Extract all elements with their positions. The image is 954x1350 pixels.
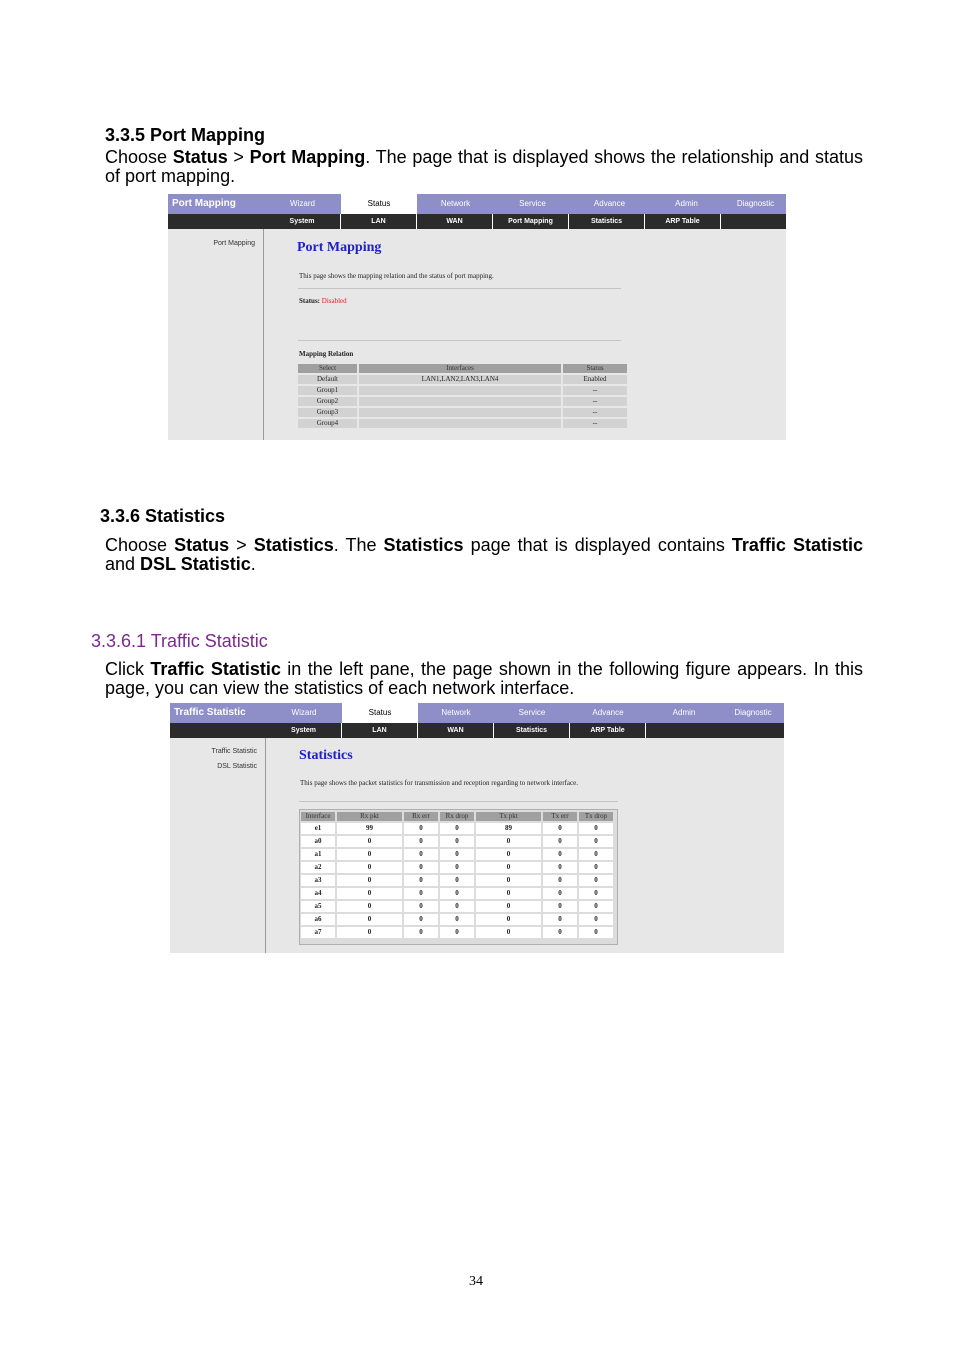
table-row (301, 875, 613, 886)
status-value: Disabled (321, 297, 347, 305)
table-cell: -- (563, 397, 627, 406)
table-cell: 0 (337, 914, 402, 925)
table-cell: a5 (301, 901, 335, 912)
tab-wizard[interactable]: Wizard (291, 708, 317, 717)
table-cell: -- (563, 408, 627, 417)
tab-wizard[interactable]: Wizard (290, 199, 315, 208)
table-cell: 0 (476, 836, 541, 847)
table-cell: 0 (440, 823, 474, 834)
table-header-row (301, 812, 613, 821)
table-row (301, 849, 613, 860)
column-header: Status (563, 364, 627, 373)
text-bold: Traffic Statistic (150, 659, 281, 679)
table-row (298, 408, 627, 417)
page-title: Statistics (299, 748, 353, 763)
column-header: Select (298, 364, 357, 373)
table-cell: 0 (440, 862, 474, 873)
section-heading-statistics: 3.3.6 Statistics (100, 506, 226, 526)
page-description: This page shows the mapping relation and the status of port mapping. (299, 272, 494, 280)
text: > (227, 147, 250, 167)
text-bold: Statistics (383, 535, 464, 555)
table-cell: 0 (476, 914, 541, 925)
tab-diagnostic[interactable]: Diagnostic (736, 199, 775, 208)
tab-admin[interactable]: Admin (675, 199, 698, 208)
table-cell: Group4 (298, 419, 357, 428)
column-header: Tx drop (579, 812, 613, 821)
table-cell: 0 (579, 888, 613, 899)
text: Choose (105, 535, 175, 555)
table-cell: 99 (337, 823, 402, 834)
table-cell: 0 (440, 849, 474, 860)
sub-nav (168, 214, 786, 229)
text: Click (105, 659, 151, 679)
text: > (229, 535, 254, 555)
page-description: This page shows the packet statistics for transmission and reception regarding to network interface. (300, 779, 578, 787)
text-bold: Status (174, 535, 230, 555)
column-header: Tx pkt (476, 812, 541, 821)
table-cell: 0 (476, 888, 541, 899)
table-row (301, 888, 613, 899)
table-cell: 0 (476, 875, 541, 886)
table-cell (359, 408, 561, 417)
table-cell: 0 (337, 849, 402, 860)
table-cell: 0 (440, 927, 474, 938)
subtab-lan[interactable]: LAN (342, 723, 418, 738)
subtab-lan[interactable]: LAN (341, 214, 417, 229)
table-cell: -- (563, 386, 627, 395)
port-mapping-screenshot (168, 194, 786, 440)
table-cell: Enabled (563, 375, 627, 384)
subtab-wan[interactable]: WAN (417, 214, 493, 229)
table-cell: 0 (543, 836, 577, 847)
text-bold: Status (172, 147, 228, 167)
subnav-spacer (170, 723, 266, 738)
tab-network[interactable]: Network (441, 708, 471, 717)
section-heading-port-mapping: 3.3.5 Port Mapping (105, 125, 266, 145)
divider (298, 340, 621, 341)
table-cell: Group2 (298, 397, 357, 406)
table-cell: 0 (337, 901, 402, 912)
sidebar-item-port-mapping[interactable]: Port Mapping (213, 240, 255, 247)
subtab-arp-table[interactable]: ARP Table (645, 214, 721, 229)
text-bold: Statistics (253, 535, 334, 555)
table-row (301, 836, 613, 847)
subtab-system[interactable]: System (266, 723, 342, 738)
sub-nav (170, 723, 784, 738)
table-cell: 0 (579, 875, 613, 886)
table-cell: 0 (440, 901, 474, 912)
statistics-paragraph (105, 536, 863, 574)
tab-advance[interactable]: Advance (592, 708, 624, 717)
tab-diagnostic[interactable]: Diagnostic (734, 708, 772, 717)
table-row (298, 375, 627, 384)
table-row (298, 386, 627, 395)
table-row (298, 419, 627, 428)
page-title: Port Mapping (297, 240, 382, 255)
table-cell: 0 (579, 901, 613, 912)
table-header-row (298, 364, 627, 373)
table-cell: 0 (337, 875, 402, 886)
table-cell (359, 397, 561, 406)
table-cell: 0 (404, 862, 438, 873)
table-cell: 0 (543, 901, 577, 912)
text-bold: DSL Statistic (140, 554, 251, 574)
tab-service[interactable]: Service (519, 199, 546, 208)
tab-status[interactable]: Status (342, 703, 418, 723)
statistics-table (299, 810, 615, 940)
table-cell: 0 (476, 862, 541, 873)
table-cell: a6 (301, 914, 335, 925)
table-cell: a4 (301, 888, 335, 899)
table-cell: 0 (543, 823, 577, 834)
table-cell: 0 (404, 823, 438, 834)
table-cell: 0 (440, 875, 474, 886)
table-cell: 0 (579, 823, 613, 834)
table-cell: 0 (579, 862, 613, 873)
top-nav (168, 194, 786, 214)
text: . The page that is displayed shows the relationship and status of port mapping. (105, 147, 863, 186)
table-cell: Default (298, 375, 357, 384)
table-cell: 0 (440, 914, 474, 925)
mapping-table (296, 362, 629, 430)
table-row (301, 914, 613, 925)
text: page that is displayed contains (463, 535, 732, 555)
table-cell: 0 (337, 836, 402, 847)
table-cell: 0 (337, 862, 402, 873)
subtab-system[interactable]: System (264, 214, 341, 229)
table-cell: 0 (404, 849, 438, 860)
tab-network[interactable]: Network (440, 199, 471, 208)
table-cell: 0 (543, 862, 577, 873)
subtab-arp-table[interactable]: ARP Table (570, 723, 646, 738)
table-cell: 0 (440, 888, 474, 899)
table-cell (359, 386, 561, 395)
table-row (301, 927, 613, 938)
mapping-relation-label (299, 350, 353, 358)
tab-service[interactable]: Service (518, 708, 546, 717)
subtab-statistics[interactable]: Statistics (494, 723, 570, 738)
left-pane (168, 229, 264, 440)
text-bold: Port Mapping (249, 147, 366, 167)
table-cell: Group3 (298, 408, 357, 417)
table-row (298, 397, 627, 406)
sidebar-item-traffic-statistic[interactable]: Traffic Statistic (211, 748, 257, 755)
column-header: Rx pkt (337, 812, 402, 821)
column-header: Rx drop (440, 812, 474, 821)
table-cell: a7 (301, 927, 335, 938)
top-nav (170, 703, 784, 723)
column-header: Interface (301, 812, 335, 821)
statistics-screenshot (170, 703, 784, 953)
table-row (301, 901, 613, 912)
sidebar-item-dsl-statistic[interactable]: DSL Statistic (217, 763, 257, 770)
left-pane (170, 738, 266, 953)
table-cell: 0 (404, 875, 438, 886)
table-cell: 0 (476, 901, 541, 912)
table-cell: 0 (543, 875, 577, 886)
table-cell: 0 (579, 914, 613, 925)
table-cell: Group1 (298, 386, 357, 395)
table-cell (359, 419, 561, 428)
divider (298, 288, 621, 289)
table-cell: 0 (476, 927, 541, 938)
status-line (299, 297, 347, 305)
table-cell: 0 (404, 927, 438, 938)
text-bold: Traffic Statistic (731, 535, 863, 555)
table-cell: 0 (579, 849, 613, 860)
table-cell: 0 (543, 927, 577, 938)
table-row (301, 823, 613, 834)
column-header: Interfaces (359, 364, 561, 373)
subnav-spacer (168, 214, 264, 229)
table-cell: 0 (543, 914, 577, 925)
page-number: 34 (469, 1274, 483, 1289)
table-cell: 0 (404, 836, 438, 847)
tab-status[interactable]: Status (341, 194, 417, 214)
port-mapping-paragraph (105, 148, 863, 186)
nav-title: Port Mapping (172, 198, 236, 209)
table-cell: 0 (337, 888, 402, 899)
table-cell: a1 (301, 849, 335, 860)
table-cell: a3 (301, 875, 335, 886)
table-cell: 0 (440, 836, 474, 847)
text: in the left pane, the page shown in the following figure appears. In this page, you can view the statistics of each network interface. (105, 659, 863, 698)
tab-advance[interactable]: Advance (593, 199, 626, 208)
table-cell: 0 (404, 888, 438, 899)
table-cell: 0 (404, 914, 438, 925)
table-cell: 0 (543, 888, 577, 899)
subtab-statistics[interactable]: Statistics (569, 214, 645, 229)
nav-title: Traffic Statistic (174, 707, 246, 718)
table-cell: 0 (404, 901, 438, 912)
table-cell: 0 (579, 927, 613, 938)
table-cell: -- (563, 419, 627, 428)
table-cell: LAN1,LAN2,LAN3,LAN4 (359, 375, 561, 384)
column-header: Rx err (404, 812, 438, 821)
table-row (301, 862, 613, 873)
table-cell: e1 (301, 823, 335, 834)
table-cell: 0 (579, 836, 613, 847)
column-header: Tx err (543, 812, 577, 821)
tab-admin[interactable]: Admin (672, 708, 696, 717)
text: and (105, 554, 141, 574)
subtab-port-mapping[interactable]: Port Mapping (493, 214, 569, 229)
text: . The (333, 535, 384, 555)
text: . (250, 554, 256, 574)
status-label: Status: (299, 297, 321, 305)
subsection-heading-traffic-statistic: 3.3.6.1 Traffic Statistic (91, 631, 268, 651)
mapping-label-text: Mapping Relation (299, 350, 354, 358)
divider (299, 801, 618, 802)
table-cell: 0 (337, 927, 402, 938)
table-cell: a0 (301, 836, 335, 847)
table-cell: 89 (476, 823, 541, 834)
table-cell: a2 (301, 862, 335, 873)
subtab-wan[interactable]: WAN (418, 723, 494, 738)
traffic-statistic-paragraph (105, 660, 863, 698)
table-cell: 0 (543, 849, 577, 860)
table-cell: 0 (476, 849, 541, 860)
text: Choose (105, 147, 173, 167)
